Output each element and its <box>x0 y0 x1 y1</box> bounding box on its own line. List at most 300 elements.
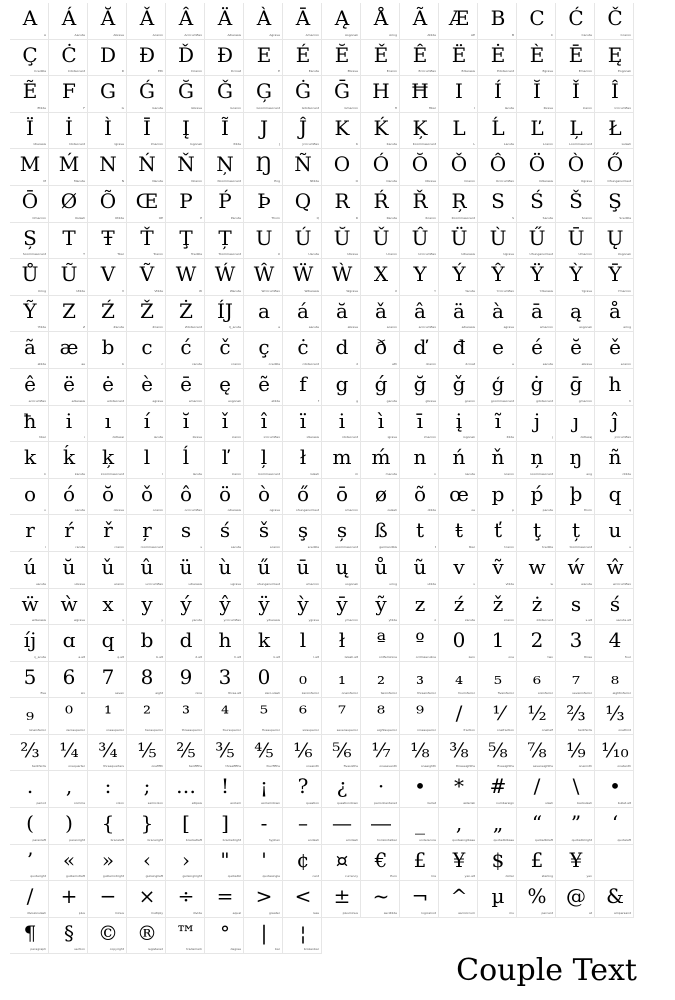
glyph-cell <box>244 845 283 882</box>
glyph-char: Q <box>294 188 312 213</box>
glyph-cell <box>400 223 439 260</box>
glyph-cell <box>478 406 517 443</box>
glyph-char: ₉ <box>25 701 35 726</box>
glyph-char: } <box>140 811 154 836</box>
glyph-cell <box>88 369 127 406</box>
glyph-cell <box>478 259 517 296</box>
glyph-row <box>10 918 670 955</box>
glyph-cell <box>166 296 205 333</box>
glyph-name: ucircumflex <box>145 581 163 586</box>
glyph-char: Ļ <box>569 115 583 140</box>
glyph-cell <box>400 515 439 552</box>
glyph-cell <box>400 259 439 296</box>
glyph-cell <box>283 479 322 516</box>
glyph-cell <box>127 552 166 589</box>
glyph-char: 3 <box>569 628 583 653</box>
glyph-cell <box>439 369 478 406</box>
glyph-cell <box>517 3 556 40</box>
glyph-cell <box>478 625 517 662</box>
glyph-cell <box>205 735 244 772</box>
glyph-name: ordmasculine <box>415 654 436 659</box>
glyph-char: ē <box>180 371 192 396</box>
glyph-name: ymacron <box>344 618 358 623</box>
glyph-cell <box>439 552 478 589</box>
glyph-char: ł <box>338 628 346 653</box>
glyph-row <box>10 808 670 845</box>
glyph-char: ; <box>143 774 151 799</box>
glyph-cell <box>595 589 634 626</box>
glyph-name: j <box>552 435 553 440</box>
glyph-name: uogonek <box>345 581 358 586</box>
glyph-char: k <box>23 445 37 470</box>
glyph-char: ĺ <box>182 445 190 470</box>
glyph-cell <box>127 259 166 296</box>
glyph-name: Edotaccent <box>497 69 514 74</box>
glyph-char: ō <box>335 481 349 506</box>
glyph-name: six <box>80 691 85 696</box>
glyph-cell <box>166 918 205 955</box>
glyph-cell <box>283 552 322 589</box>
glyph-cell <box>49 625 88 662</box>
glyph-name: dotlessi <box>112 435 124 440</box>
glyph-name: yacute <box>191 618 202 623</box>
glyph-cell <box>361 259 400 296</box>
glyph-cell <box>517 881 556 918</box>
glyph-char: Œ <box>135 188 159 213</box>
glyph-cell <box>361 589 400 626</box>
glyph-cell <box>595 3 634 40</box>
glyph-name: Dcaron <box>191 69 202 74</box>
glyph-char: ₀ <box>298 664 308 689</box>
glyph-char: ū <box>296 554 310 579</box>
glyph-name: Ydieresis <box>539 288 553 293</box>
glyph-name: dollar <box>505 874 514 879</box>
glyph-name: eight <box>155 691 163 696</box>
glyph-char: ý <box>180 591 192 616</box>
glyph-name: threefifths <box>225 764 241 769</box>
glyph-char: - <box>260 811 268 836</box>
glyph-cell <box>127 369 166 406</box>
glyph-name: cacute <box>191 361 202 366</box>
glyph-name: lslash.alt <box>344 654 358 659</box>
glyph-cell <box>244 552 283 589</box>
glyph-cell <box>10 662 49 699</box>
glyph-name: zacute <box>465 618 475 623</box>
glyph-name: nineinferior <box>28 727 46 732</box>
glyph-name: fourinferior <box>458 691 475 696</box>
glyph-cell <box>49 76 88 113</box>
glyph-char: ò <box>257 481 271 506</box>
glyph-cell <box>322 369 361 406</box>
glyph-char: Ẁ <box>331 262 353 287</box>
glyph-char: Ĺ <box>491 115 505 140</box>
glyph-name: Utilde <box>76 288 85 293</box>
glyph-char: Ñ <box>294 152 312 177</box>
glyph-name: divide <box>192 910 202 915</box>
glyph-cell <box>400 625 439 662</box>
glyph-name: gmacron <box>578 398 592 403</box>
glyph-name: copyright <box>109 947 124 952</box>
glyph-name: cent <box>312 874 319 879</box>
glyph-char: ] <box>221 811 229 836</box>
glyph-name: V <box>121 288 124 293</box>
glyph-char: — <box>332 811 352 836</box>
glyph-char: Ē <box>568 42 584 67</box>
glyph-char: ș <box>336 518 348 543</box>
glyph-cell <box>478 442 517 479</box>
glyph-cell <box>49 552 88 589</box>
glyph-cell <box>127 625 166 662</box>
glyph-name: Hbar <box>428 105 436 110</box>
glyph-cell <box>49 589 88 626</box>
glyph-char: h <box>218 628 232 653</box>
glyph-name: twoinferior <box>380 691 397 696</box>
glyph-cell <box>595 552 634 589</box>
glyph-name: Uacute <box>308 252 319 257</box>
glyph-cell <box>127 918 166 955</box>
glyph-name: bar <box>275 947 280 952</box>
glyph-name: etilde <box>271 398 280 403</box>
glyph-name: onetenth <box>617 764 631 769</box>
glyph-char: Ǔ <box>372 225 390 250</box>
glyph-row <box>10 76 670 113</box>
glyph-char: Ň <box>177 152 195 177</box>
glyph-char: Û <box>411 225 429 250</box>
glyph-name: H <box>394 105 397 110</box>
glyph-cell <box>361 479 400 516</box>
glyph-name: utilde <box>427 581 436 586</box>
glyph-char: ⅖ <box>176 737 196 762</box>
glyph-cell <box>556 698 595 735</box>
glyph-cell <box>595 698 634 735</box>
glyph-cell <box>205 662 244 699</box>
glyph-cell <box>439 3 478 40</box>
glyph-cell <box>49 332 88 369</box>
glyph-name: s.alt <box>585 618 592 623</box>
glyph-cell <box>361 735 400 772</box>
glyph-char: ę <box>219 371 231 396</box>
glyph-cell <box>595 149 634 186</box>
glyph-name: Rcommaaccent <box>451 215 475 220</box>
glyph-cell <box>10 808 49 845</box>
glyph-cell <box>166 479 205 516</box>
glyph-cell <box>244 698 283 735</box>
glyph-name: cdotaccent <box>302 361 319 366</box>
glyph-name: a <box>278 325 280 330</box>
glyph-name: germandbls <box>379 544 397 549</box>
glyph-row <box>10 845 670 882</box>
glyph-char: ⁶ <box>298 701 308 726</box>
glyph-char: ŵ <box>606 554 624 579</box>
glyph-cell <box>10 881 49 918</box>
glyph-cell <box>439 662 478 699</box>
glyph-name: Gdotaccent <box>301 105 319 110</box>
glyph-name: hyphen <box>268 837 280 842</box>
glyph-cell <box>166 332 205 369</box>
glyph-name: Oslash <box>74 215 85 220</box>
glyph-cell <box>478 332 517 369</box>
glyph-char: u <box>608 518 622 543</box>
glyph-char: Á <box>61 6 77 30</box>
glyph-char: Ū <box>567 225 585 250</box>
glyph-cell <box>10 186 49 223</box>
glyph-char: M <box>19 152 41 177</box>
glyph-name: degree <box>230 947 241 952</box>
glyph-name: comma <box>73 801 85 806</box>
glyph-name: asciitilde <box>383 910 397 915</box>
glyph-cell <box>595 881 634 918</box>
glyph-cell <box>88 845 127 882</box>
glyph-cell <box>166 406 205 443</box>
glyph-char: • <box>609 774 621 799</box>
glyph-cell <box>244 3 283 40</box>
glyph-cell <box>439 442 478 479</box>
glyph-name: Scedilla <box>619 215 631 220</box>
glyph-char: ë <box>63 371 75 396</box>
glyph-name: Scaron <box>581 215 592 220</box>
glyph-cell <box>283 808 322 845</box>
glyph-cell <box>322 223 361 260</box>
glyph-cell <box>244 771 283 808</box>
glyph-name: Ymacron <box>617 288 631 293</box>
glyph-char: ï <box>299 408 307 433</box>
glyph-char: { <box>101 811 115 836</box>
glyph-cell <box>322 771 361 808</box>
glyph-cell <box>283 406 322 443</box>
glyph-char: ¦ <box>299 920 307 945</box>
glyph-cell <box>283 296 322 333</box>
glyph-name: Ygrave <box>581 288 592 293</box>
glyph-name: P <box>200 215 202 220</box>
glyph-name: lslash <box>310 471 319 476</box>
glyph-name: semicolon <box>147 801 163 806</box>
glyph-cell <box>49 149 88 186</box>
glyph-char: Ĕ <box>334 42 350 67</box>
glyph-cell <box>556 625 595 662</box>
glyph-cell <box>556 40 595 77</box>
glyph-name: parenright <box>69 837 85 842</box>
glyph-char: − <box>99 884 117 909</box>
glyph-char: Ó <box>372 152 390 177</box>
glyph-char: Ð <box>138 42 156 67</box>
glyph-char: ď <box>413 335 427 360</box>
glyph-char: ŧ <box>454 518 464 543</box>
glyph-char: T <box>62 225 76 250</box>
glyph-cell <box>127 113 166 150</box>
glyph-name: Aring <box>389 32 397 37</box>
glyph-cell <box>127 3 166 40</box>
glyph-cell <box>205 479 244 516</box>
glyph-cell <box>205 771 244 808</box>
glyph-char: Š <box>569 188 583 213</box>
glyph-name: Y <box>434 288 436 293</box>
glyph-cell <box>361 369 400 406</box>
glyph-row <box>10 479 670 516</box>
glyph-cell <box>205 296 244 333</box>
glyph-cell <box>517 845 556 882</box>
glyph-name: fivesuperior <box>262 727 280 732</box>
glyph-name: bracketright <box>222 837 241 842</box>
glyph-name: guillemotright <box>102 874 124 879</box>
glyph-row <box>10 552 670 589</box>
glyph-char: ¤ <box>335 847 349 872</box>
glyph-cell <box>283 845 322 882</box>
glyph-cell <box>556 771 595 808</box>
glyph-char: ɑ <box>62 628 76 653</box>
glyph-char: Ḡ <box>334 79 350 104</box>
glyph-char: É <box>295 42 311 67</box>
glyph-char: æ <box>59 335 79 360</box>
glyph-cell <box>127 442 166 479</box>
glyph-cell <box>10 625 49 662</box>
glyph-cell <box>166 698 205 735</box>
glyph-cell <box>166 881 205 918</box>
glyph-name: oneseventh <box>379 764 397 769</box>
glyph-cell <box>400 186 439 223</box>
glyph-name: lacute <box>192 471 202 476</box>
glyph-char: ı <box>104 408 112 433</box>
glyph-char: ŷ <box>219 591 231 616</box>
glyph-char: ṽ <box>492 554 504 579</box>
glyph-char: Ù <box>489 225 507 250</box>
glyph-cell <box>244 735 283 772</box>
glyph-name: lcaron <box>231 471 241 476</box>
glyph-name: ntilde <box>622 471 631 476</box>
glyph-char: ⅒ <box>601 737 629 762</box>
glyph-cell <box>283 3 322 40</box>
glyph-char: c <box>141 335 153 360</box>
glyph-cell <box>88 259 127 296</box>
glyph-char: O <box>333 152 351 177</box>
glyph-name: threeinferior <box>417 691 436 696</box>
glyph-cell <box>205 881 244 918</box>
glyph-cell <box>88 918 127 955</box>
glyph-char: ù <box>218 554 232 579</box>
glyph-char: Ď <box>177 42 195 67</box>
glyph-name: l <box>162 471 163 476</box>
glyph-cell <box>478 369 517 406</box>
glyph-cell <box>127 735 166 772</box>
glyph-char: ? <box>297 774 309 799</box>
glyph-name: Lslash <box>621 142 631 147</box>
glyph-cell <box>478 149 517 186</box>
glyph-cell <box>517 259 556 296</box>
glyph-name: Atilde <box>427 32 436 37</box>
glyph-name: Wdieresis <box>304 288 319 293</box>
glyph-name: emacron <box>188 398 202 403</box>
glyph-char: € <box>374 847 388 872</box>
glyph-name: v <box>473 581 475 586</box>
glyph-name: numbersign <box>496 801 514 806</box>
glyph-name: five <box>40 691 46 696</box>
glyph-char: Ŷ <box>491 262 505 287</box>
glyph-name: Gcommaaccent <box>256 105 280 110</box>
glyph-char: Ö <box>528 152 546 177</box>
glyph-cell <box>478 76 517 113</box>
glyph-char: ģ <box>491 371 505 396</box>
glyph-cell <box>127 406 166 443</box>
glyph-name: paragraph <box>30 947 46 952</box>
glyph-char: ŕ <box>64 518 74 543</box>
glyph-char: Ğ <box>178 79 194 104</box>
glyph-cell <box>10 442 49 479</box>
glyph-name: ordfeminine <box>378 654 397 659</box>
glyph-cell <box>283 698 322 735</box>
glyph-char: ÍJ <box>217 298 233 323</box>
glyph-cell <box>478 40 517 77</box>
glyph-name: atilde <box>37 361 46 366</box>
glyph-char: ů <box>374 554 388 579</box>
glyph-char: Ĵ <box>298 115 308 140</box>
glyph-cell <box>400 40 439 77</box>
glyph-name: obreve <box>113 508 124 513</box>
glyph-cell <box>244 369 283 406</box>
glyph-name: T <box>83 252 85 257</box>
glyph-cell <box>166 589 205 626</box>
glyph-char: ī <box>416 408 424 433</box>
glyph-cell <box>439 223 478 260</box>
glyph-cell <box>517 76 556 113</box>
glyph-name: Abreve <box>113 32 124 37</box>
glyph-char: Ź <box>101 298 115 323</box>
glyph-char: ŋ <box>569 445 583 470</box>
glyph-char: z <box>414 591 426 616</box>
glyph-char: ȳ <box>336 591 348 616</box>
glyph-name: guillemotleft <box>66 874 85 879</box>
glyph-char: ₃ <box>415 664 425 689</box>
glyph-name: braceright <box>147 837 163 842</box>
glyph-name: eth <box>392 361 397 366</box>
glyph-char: Ě <box>373 42 389 67</box>
glyph-cell <box>49 735 88 772</box>
glyph-name: Cdotaccent <box>67 69 85 74</box>
glyph-cell <box>439 735 478 772</box>
glyph-name: Wgrave <box>346 288 358 293</box>
glyph-char: Ķ <box>412 115 428 140</box>
glyph-row <box>10 369 670 406</box>
glyph-name: d <box>356 361 358 366</box>
glyph-cell <box>400 149 439 186</box>
glyph-name: O <box>355 178 358 183</box>
glyph-char: í <box>143 408 151 433</box>
glyph-char: Ă <box>100 6 116 30</box>
glyph-char: · <box>377 774 385 799</box>
glyph-cell <box>478 113 517 150</box>
glyph-name: uhungarumlaut <box>256 581 280 586</box>
glyph-cell <box>244 442 283 479</box>
glyph-name: Ccedilla <box>34 69 46 74</box>
glyph-char: İ <box>65 115 73 140</box>
glyph-row <box>10 698 670 735</box>
glyph-name: b.alt <box>156 654 163 659</box>
glyph-name: quotedblbase <box>493 837 514 842</box>
glyph-name: wgrave <box>73 618 85 623</box>
glyph-name: onequarter <box>68 764 85 769</box>
glyph-char: W <box>175 262 197 287</box>
glyph-char: ⅜ <box>449 737 469 762</box>
glyph-char: Ż <box>179 298 193 323</box>
glyph-char: B <box>490 6 506 30</box>
glyph-char: œ <box>449 481 469 506</box>
glyph-char: ń <box>452 445 466 470</box>
glyph-cell <box>556 735 595 772</box>
glyph-cell <box>517 332 556 369</box>
glyph-name: Itilde <box>233 142 241 147</box>
glyph-char: ¡ <box>259 774 269 799</box>
glyph-cell <box>556 479 595 516</box>
glyph-cell <box>88 515 127 552</box>
glyph-name: Lcaron <box>542 142 553 147</box>
